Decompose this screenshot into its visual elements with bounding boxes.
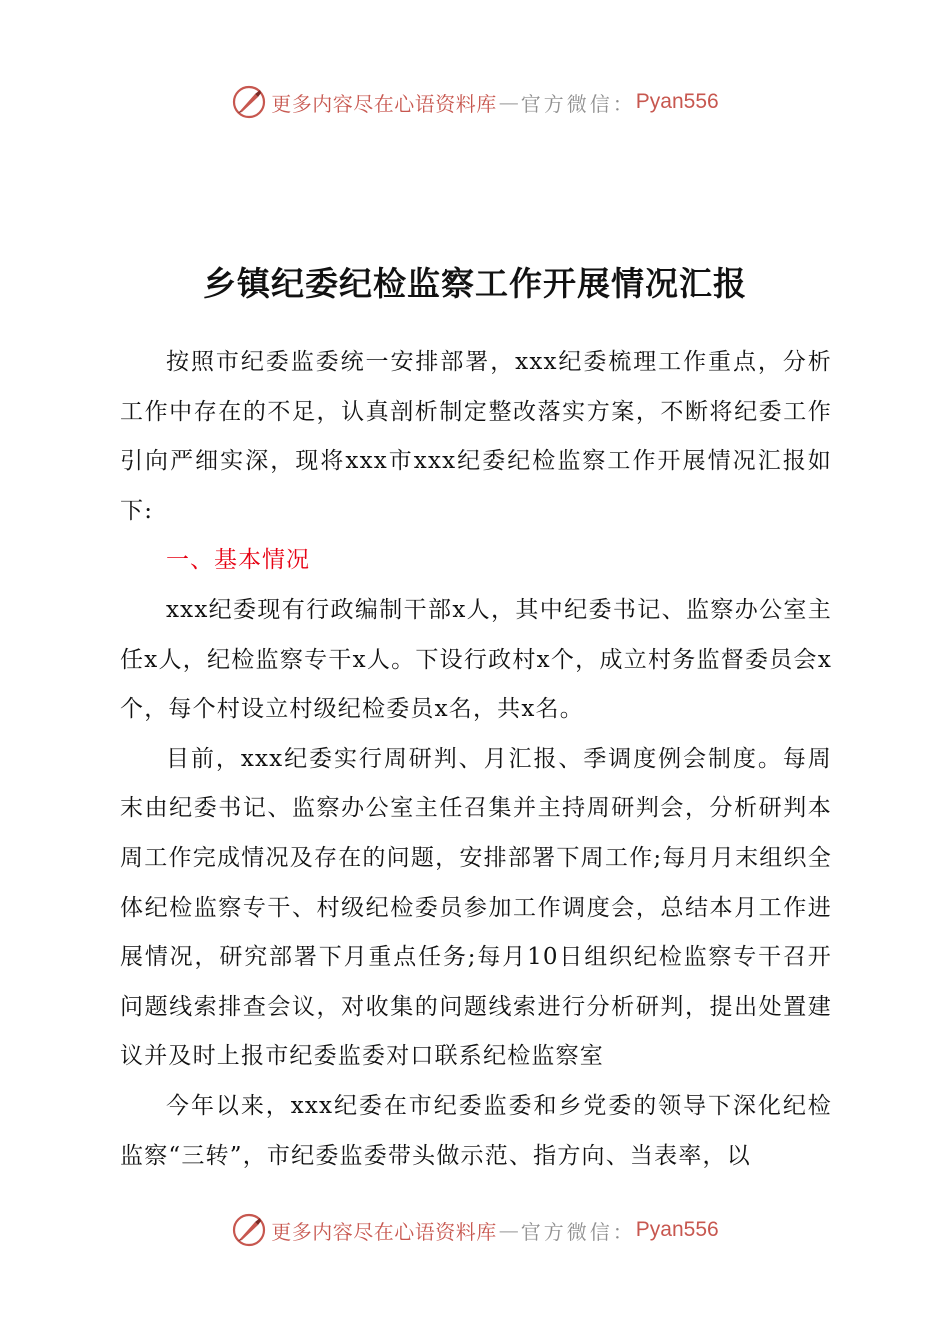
intro-paragraph: 按照市纪委监委统一安排部署，xxx纪委梳理工作重点，分析工作中存在的不足，认真剖析制定整改落实方案，不断将纪委工作引向严细实深，现将xxx市xxx纪委纪检监察工作开展情况汇报如下: — [120, 349, 832, 524]
document-title: 乡镇纪委纪检监察工作开展情况汇报 — [203, 264, 747, 303]
watermark-banner-top — [0, 80, 950, 124]
watermark-banner-bottom — [0, 1208, 950, 1252]
watermark-label: 官方微信： — [520, 1219, 636, 1244]
section-paragraph: 目前，xxx纪委实行周研判、月汇报、季调度例会制度。每周末由纪委书记、监察办公室主任召集并主持周研判会，分析研判本周工作完成情况及存在的问题，安排部署下周工作;每月月末组织全体纪检监察专干、村级纪检委员参加工作调度会，总结本月工作进展情况，研究部署下月重点任务;每月10日组织纪检监察专干召开问题线索排查会议，对收集的问题线索进行分析研判，提出处置建议并及时上报市纪委监委对口联系纪检监察室 — [120, 745, 832, 1070]
watermark-dash: — — [498, 1218, 519, 1242]
quill-pen-logo-icon — [231, 1212, 267, 1248]
section-paragraph: xxx纪委现有行政编制干部x人，其中纪委书记、监察办公室主任x人，纪检监察专干x人。下设行政村x个，成立村务监督委员会x个，每个村设立村级纪检委员x名，共x名。 — [120, 596, 832, 723]
section-paragraph: 今年以来，xxx纪委在市纪委监委和乡党委的领导下深化纪检监察“三转”，市纪委监委带头做示范、指方向、当表率，以 — [120, 1092, 832, 1169]
quill-pen-logo-icon — [231, 84, 267, 120]
watermark-wechat-id: Pyan556 — [635, 90, 719, 113]
watermark-label: 官方微信： — [520, 91, 636, 116]
watermark-wechat-id: Pyan556 — [635, 1218, 719, 1241]
watermark-text: 更多内容尽在心语资料库 — [271, 91, 497, 116]
watermark-text: 更多内容尽在心语资料库 — [271, 1219, 497, 1244]
document-body — [120, 338, 832, 1181]
section-heading-basic-situation: 一、基本情况 — [166, 547, 310, 574]
watermark-dash: — — [498, 90, 519, 114]
